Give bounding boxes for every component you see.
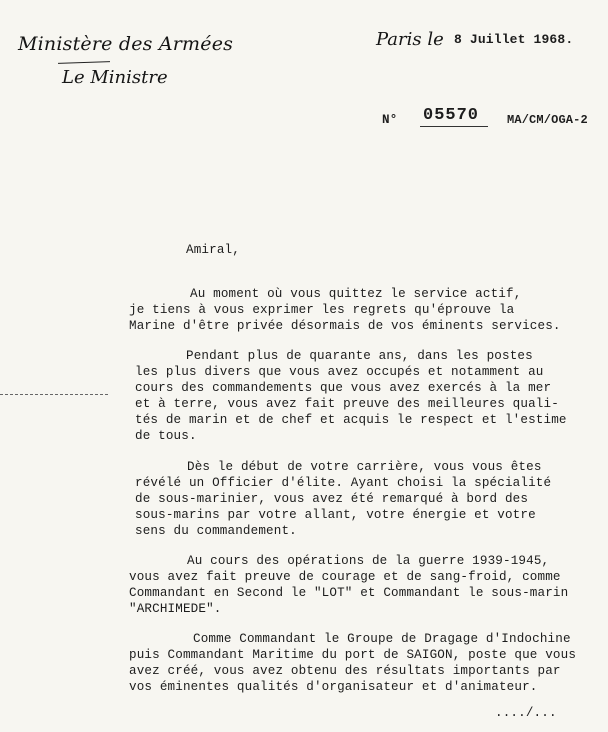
para-4-line-3: Commandant en Second le "LOT" et Commandant le sous-marin xyxy=(129,586,569,600)
letterhead-divider xyxy=(58,61,110,64)
reference-code: MA/CM/OGA-2 xyxy=(507,113,588,127)
para-2-line-3: cours des commandements que vous avez exercés à la mer xyxy=(135,381,552,395)
reference-number: 05570 xyxy=(423,106,480,125)
para-3-line-2: révélé un Officier d'élite. Ayant choisi la spécialité xyxy=(135,476,552,490)
letterhead-minister: Le Ministre xyxy=(62,67,168,88)
para-5-line-1: Comme Commandant le Groupe de Dragage d'Indochine xyxy=(193,632,571,646)
para-5-line-2: puis Commandant Maritime du port de SAIGON, poste que vous xyxy=(129,648,577,662)
para-3-line-1: Dès le début de votre carrière, vous vous êtes xyxy=(187,460,542,474)
para-2-line-4: et à terre, vous avez fait preuve des meilleures quali- xyxy=(135,397,559,411)
dateline-city: Paris le xyxy=(376,29,444,50)
para-3-line-5: sens du commandement. xyxy=(135,524,297,538)
para-3-line-4: sous-marins par votre allant, votre énergie et votre xyxy=(135,508,536,522)
para-2-line-6: de tous. xyxy=(135,429,197,443)
continuation-mark: ..../... xyxy=(495,706,557,720)
dateline-date: 8 Juillet 1968. xyxy=(454,32,574,47)
para-2-line-5: tés de marin et de chef et acquis le respect et l'estime xyxy=(135,413,567,427)
reference-label: N° xyxy=(382,113,398,127)
para-4-line-2: vous avez fait preuve de courage et de sang-froid, comme xyxy=(129,570,561,584)
para-5-line-4: vos éminentes qualités d'organisateur et d'animateur. xyxy=(129,680,538,694)
salutation: Amiral, xyxy=(186,243,240,257)
para-4-line-1: Au cours des opérations de la guerre 1939-1945, xyxy=(187,554,550,568)
para-1-line-1: Au moment où vous quittez le service actif, xyxy=(190,287,522,301)
para-4-line-4: "ARCHIMEDE". xyxy=(129,602,222,616)
para-5-line-3: avez créé, vous avez obtenu des résultats importants par xyxy=(129,664,561,678)
para-1-line-3: Marine d'être privée désormais de vos éminents services. xyxy=(129,319,561,333)
letterhead-ministry: Ministère des Armées xyxy=(18,33,234,55)
reference-underline xyxy=(420,126,488,127)
para-1-line-2: je tiens à vous exprimer les regrets qu'éprouve la xyxy=(129,303,515,317)
fold-mark xyxy=(0,394,108,395)
para-2-line-1: Pendant plus de quarante ans, dans les postes xyxy=(186,349,533,363)
para-3-line-3: de sous-marinier, vous avez été remarqué à bord des xyxy=(135,492,529,506)
para-2-line-2: les plus divers que vous avez occupés et notamment au xyxy=(135,365,544,379)
